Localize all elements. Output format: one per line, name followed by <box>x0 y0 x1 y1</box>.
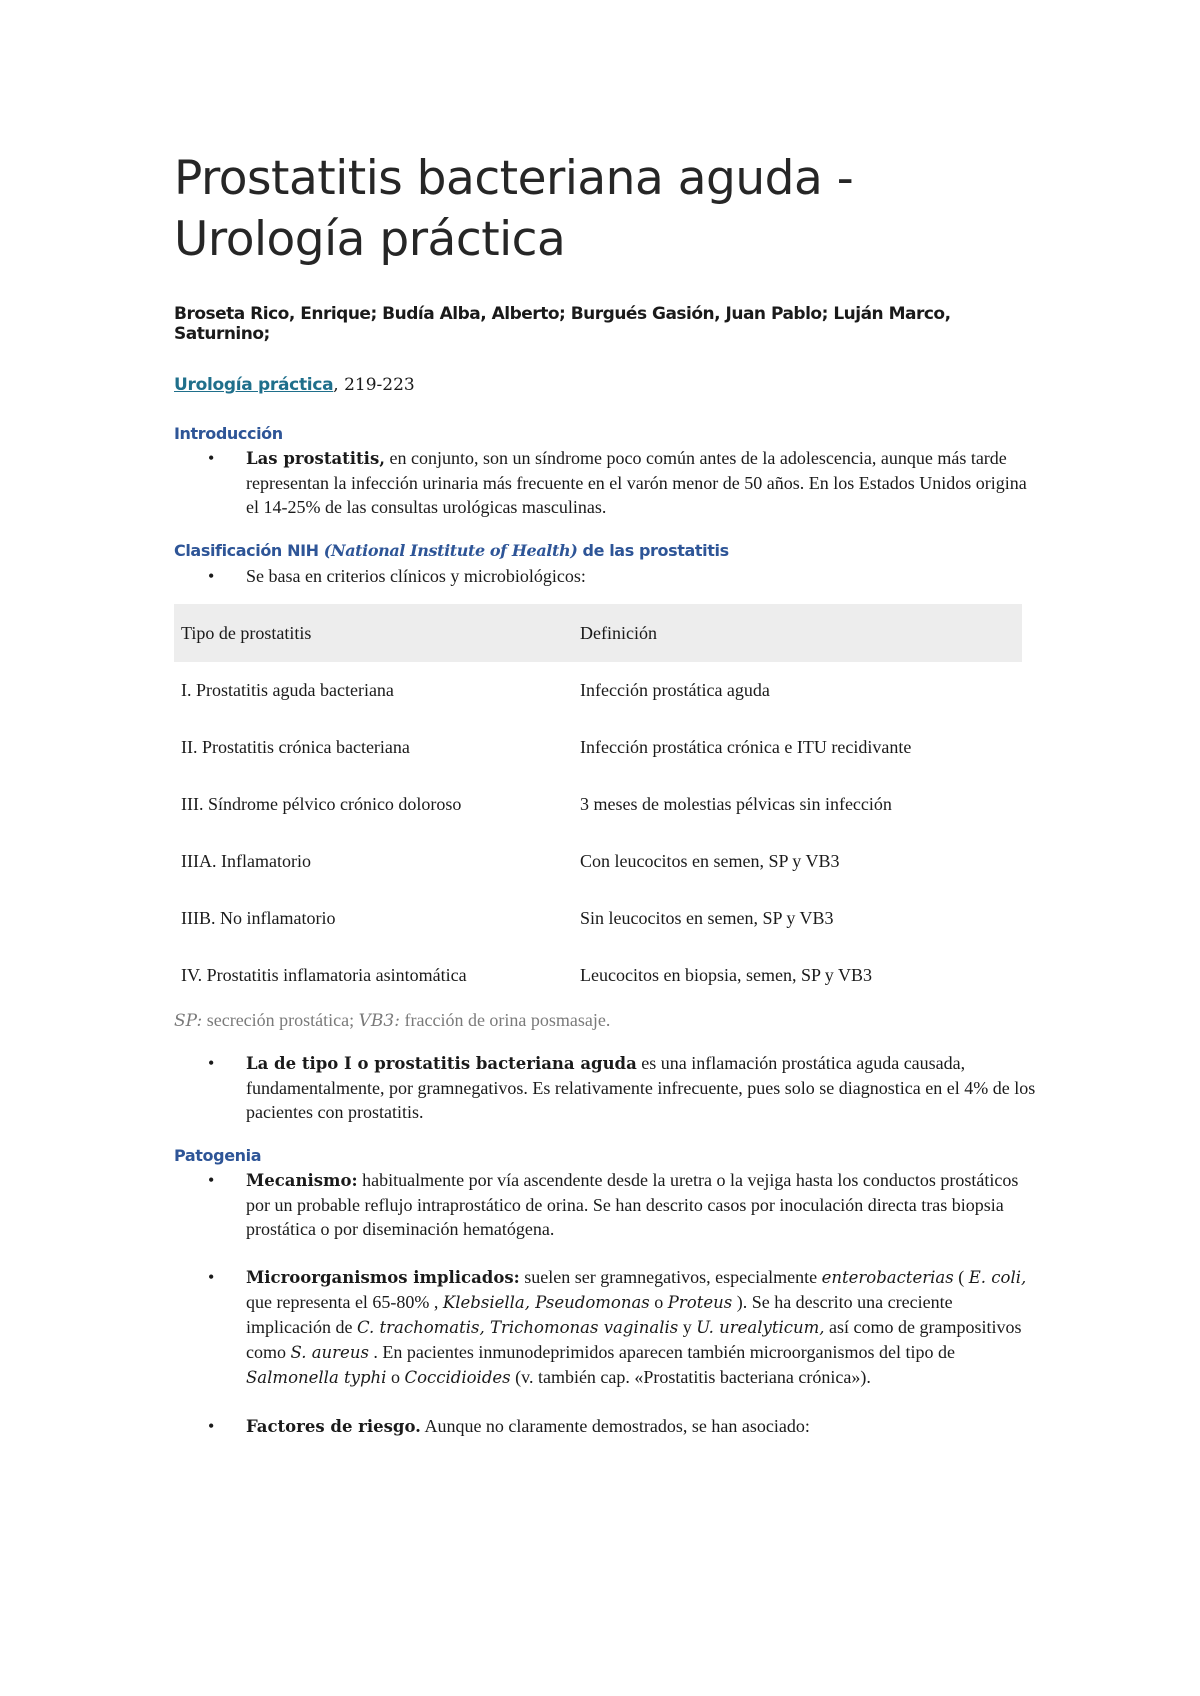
body-text: suelen ser gramnegativos, especialmente <box>519 1267 822 1287</box>
heading-patogenia: Patogenia <box>174 1146 262 1165</box>
list-item: • Se basa en criterios clínicos y microbiológicos: <box>174 564 1040 588</box>
classification-list <box>174 564 1040 588</box>
body-text: habitualmente por vía ascendente desde la uretra o la vejiga hasta los conductos prostáticos por un probable reflujo intraprostático de orina. Se han descrito casos por inoculación directa tras biopsia prostática o por diseminación hematógena. <box>246 1170 1019 1239</box>
italic-text: Coccidioides <box>404 1368 511 1387</box>
intro-list <box>174 446 1040 519</box>
italic-text: Klebsiella, Pseudomonas <box>442 1293 650 1312</box>
heading-part: de las prostatitis <box>577 541 729 560</box>
body-text: (v. también cap. «Prostatitis bacteriana crónica»). <box>510 1367 871 1387</box>
document-content <box>174 148 1040 1439</box>
footnote-text: fracción de orina posmasaje. <box>399 1010 611 1030</box>
bold-text: Las prostatitis, <box>246 449 385 468</box>
bold-text: La de tipo I o prostatitis bacteriana aguda <box>246 1054 637 1073</box>
italic-text: enterobacterias <box>821 1268 954 1287</box>
table-cell: IIIB. No inflamatorio <box>181 908 336 928</box>
footnote-abbr: SP: <box>174 1011 203 1031</box>
table-row <box>174 662 1022 719</box>
author-list: Broseta Rico, Enrique; Budía Alba, Alberto; Burgués Gasión, Juan Pablo; Luján Marco, Saturnino; <box>174 304 951 344</box>
body-text: o <box>386 1367 405 1387</box>
body-text: o <box>649 1292 668 1312</box>
italic-text: C. trachomatis, Trichomonas vaginalis <box>356 1318 679 1337</box>
footnote-abbr: VB3: <box>358 1011 400 1031</box>
table-cell: III. Síndrome pélvico crónico doloroso <box>181 794 462 814</box>
table-footnote <box>174 1010 1040 1031</box>
body-text: así como de grampositivos como <box>246 1317 1022 1362</box>
italic-text: Salmonella typhi <box>246 1368 387 1387</box>
list-item <box>174 1051 1040 1124</box>
table-cell: II. Prostatitis crónica bacteriana <box>181 737 410 757</box>
body-text: en conjunto, son un síndrome poco común antes de la adolescencia, aunque más tarde representan la infección urinaria más frecuente en el varón menor de 50 años. En los Estados Unidos origina el 14-25% de las consultas urológicas masculinas. <box>246 448 1027 517</box>
type-i-list <box>174 1051 1040 1124</box>
italic-text: E. coli, <box>968 1268 1027 1287</box>
source-citation <box>174 374 1040 396</box>
table-cell: Leucocitos en biopsia, semen, SP y VB3 <box>580 965 872 985</box>
list-item <box>174 1168 1040 1241</box>
source-link[interactable]: Urología práctica <box>174 375 334 395</box>
list-item <box>174 1414 1040 1439</box>
italic-text: S. aureus <box>290 1343 369 1362</box>
source-pages: , 219-223 <box>333 375 415 395</box>
table-header-cell: Tipo de prostatitis <box>174 604 573 662</box>
body-text: ( <box>953 1267 969 1287</box>
list-item <box>174 1265 1040 1390</box>
table-cell: Infección prostática aguda <box>580 680 770 700</box>
list-item <box>174 446 1040 519</box>
italic-text: U. urealyticum, <box>696 1318 825 1337</box>
body-text: es una inflamación prostática aguda causada, fundamentalmente, por gramnegativos. Es relativamente infrecuente, pues solo se diagnostica en el 4% de los pacientes con prostatitis. <box>246 1053 1036 1122</box>
bold-text: Microorganismos implicados: <box>246 1268 520 1287</box>
table-header-cell: Definición <box>573 604 1022 662</box>
table-cell: 3 meses de molestias pélvicas sin infección <box>580 794 892 814</box>
heading-clasificacion <box>174 541 1040 560</box>
bold-text: Factores de riesgo. <box>246 1417 421 1436</box>
body-text: Aunque no claramente demostrados, se han asociado: <box>420 1416 810 1436</box>
table-cell: IV. Prostatitis inflamatoria asintomática <box>181 965 467 985</box>
table-row <box>174 719 1022 776</box>
body-text: . En pacientes inmunodeprimidos aparecen también microorganismos del tipo de <box>368 1342 955 1362</box>
nih-classification-table <box>174 604 1022 1004</box>
table-cell: Infección prostática crónica e ITU recidivante <box>580 737 912 757</box>
heading-italic-part: (National Institute of Health) <box>323 541 578 560</box>
table-row <box>174 776 1022 833</box>
title-line-1: Prostatitis bacteriana aguda - <box>174 151 854 206</box>
table-row <box>174 890 1022 947</box>
heading-part: Clasificación NIH <box>174 541 324 560</box>
table-header-row <box>174 604 1022 662</box>
body-text: ). Se ha descrito una creciente implicación de <box>246 1292 953 1337</box>
heading-introduccion: Introducción <box>174 424 283 443</box>
pathogenesis-list <box>174 1168 1040 1439</box>
table-cell: I. Prostatitis aguda bacteriana <box>181 680 394 700</box>
table-row <box>174 833 1022 890</box>
table-cell: Sin leucocitos en semen, SP y VB3 <box>580 908 834 928</box>
italic-text: Proteus <box>667 1293 733 1312</box>
body-text: que representa el 65-80% , <box>246 1292 443 1312</box>
table-cell: IIIA. Inflamatorio <box>181 851 311 871</box>
table-cell: Con leucocitos en semen, SP y VB3 <box>580 851 840 871</box>
footnote-text: secreción prostática; <box>202 1010 359 1030</box>
bold-text: Mecanismo: <box>246 1171 358 1190</box>
table-row <box>174 947 1022 1004</box>
body-text: y <box>678 1317 697 1337</box>
title-line-2: Urología práctica <box>174 212 566 267</box>
page-title <box>174 148 1040 270</box>
